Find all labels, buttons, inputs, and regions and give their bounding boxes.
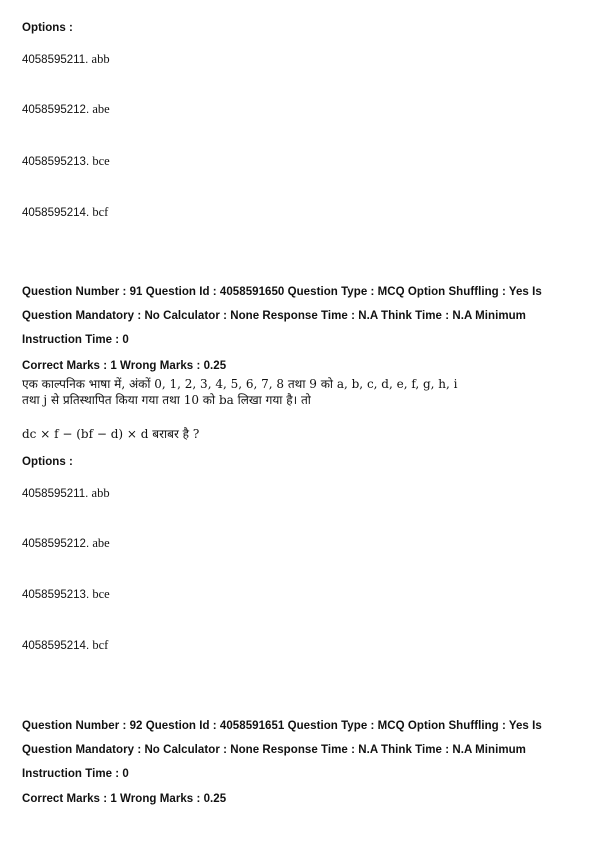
- option-id: 4058595211.: [22, 54, 89, 66]
- question-marks: Correct Marks : 1 Wrong Marks : 0.25: [22, 360, 227, 372]
- question-text: तथा j से प्रतिस्थापित किया गया तथा 10 को ba लिखा गया है। तो: [22, 393, 311, 407]
- option-id: 4058595212.: [22, 104, 90, 116]
- question-header-line: Instruction Time : 0: [22, 768, 129, 780]
- option-id: 4058595214.: [22, 207, 90, 219]
- option-text: bce: [92, 587, 110, 601]
- question-text: एक काल्पनिक भाषा में, अंकों 0, 1, 2, 3, 4, 5, 6, 7, 8 तथा 9 को a, b, c, d, e, f, g, h, i: [22, 377, 458, 391]
- option-id: 4058595213.: [22, 156, 90, 168]
- question-header-line: Question Mandatory : No Calculator : None Response Time : N.A Think Time : N.A Minimum: [22, 310, 526, 322]
- question-header-line: Question Mandatory : No Calculator : None Response Time : N.A Think Time : N.A Minimum: [22, 744, 526, 756]
- option-text: abe: [92, 536, 110, 550]
- option-text: abb: [91, 486, 110, 500]
- option-item: [22, 587, 110, 602]
- question-text: dc × f − (bf − d) × d बराबर है ?: [22, 427, 200, 441]
- option-item: [22, 638, 108, 653]
- option-text: bcf: [92, 205, 109, 219]
- option-text: abe: [92, 102, 110, 116]
- option-text: abb: [91, 52, 110, 66]
- option-id: 4058595214.: [22, 640, 90, 652]
- option-text: bcf: [92, 638, 109, 652]
- option-id: 4058595212.: [22, 538, 90, 550]
- question-header-line: Instruction Time : 0: [22, 334, 129, 346]
- option-item: [22, 154, 110, 169]
- option-item: [22, 486, 110, 501]
- question-marks: Correct Marks : 1 Wrong Marks : 0.25: [22, 793, 227, 805]
- option-item: [22, 205, 108, 220]
- question-header-line: Question Number : 92 Question Id : 4058591651 Question Type : MCQ Option Shuffling : Yes Is: [22, 720, 542, 732]
- option-item: [22, 102, 110, 117]
- question-header-line: Question Number : 91 Question Id : 4058591650 Question Type : MCQ Option Shuffling : Yes Is: [22, 286, 542, 298]
- option-item: [22, 536, 110, 551]
- option-id: 4058595211.: [22, 488, 89, 500]
- option-item: [22, 52, 110, 67]
- option-text: bce: [92, 154, 110, 168]
- options-label: Options :: [22, 456, 73, 468]
- option-id: 4058595213.: [22, 589, 90, 601]
- options-label: Options :: [22, 22, 73, 34]
